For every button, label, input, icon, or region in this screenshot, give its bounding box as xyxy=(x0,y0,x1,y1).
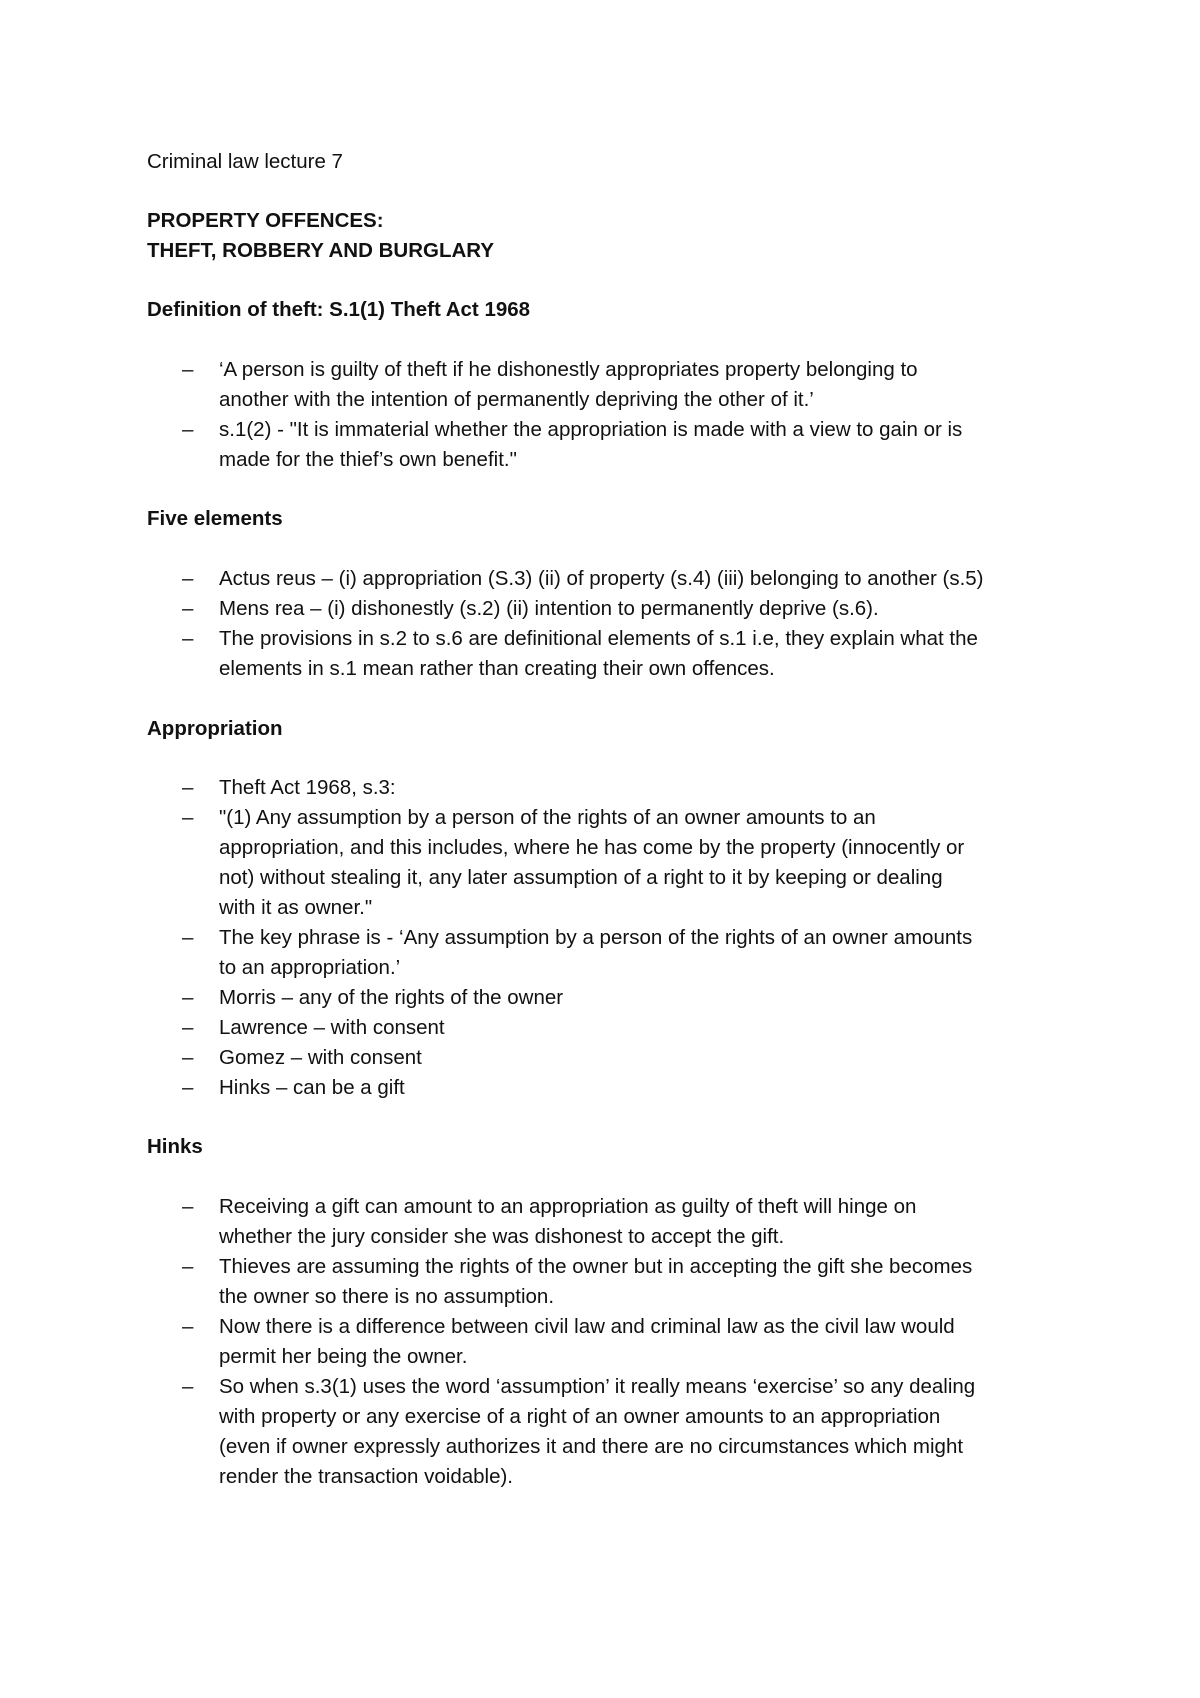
list-item-line: (even if owner expressly authorizes it and there are no circumstances which might xyxy=(219,1435,964,1458)
list-item-line: Theft Act 1968, s.3: xyxy=(219,776,396,799)
bullet-dash: – xyxy=(182,1195,194,1218)
list-item-line: Gomez – with consent xyxy=(219,1046,422,1069)
list-item-line: with property or any exercise of a right of an owner amounts to an appropriation xyxy=(219,1405,941,1428)
section-heading-definition: Definition of theft: S.1(1) Theft Act 1968 xyxy=(147,298,531,321)
bullet-dash: – xyxy=(182,1255,194,1278)
list-item-line: render the transaction voidable). xyxy=(219,1465,514,1488)
list-item-line: Thieves are assuming the rights of the owner but in accepting the gift she becomes xyxy=(219,1255,973,1278)
list-item-line: the owner so there is no assumption. xyxy=(219,1285,555,1308)
bullet-dash: – xyxy=(182,776,194,799)
list-item-line: The key phrase is - ‘Any assumption by a person of the rights of an owner amounts xyxy=(219,926,973,949)
bullet-dash: – xyxy=(182,806,194,829)
list-item-line: ‘A person is guilty of theft if he dishonestly appropriates property belonging to xyxy=(219,358,918,381)
list-item-line: to an appropriation.’ xyxy=(219,956,401,979)
bullet-dash: – xyxy=(182,926,194,949)
list-item-line: another with the intention of permanently depriving the other of it.’ xyxy=(219,388,814,411)
heading-property-offences: PROPERTY OFFENCES: xyxy=(147,209,384,232)
document-title: Criminal law lecture 7 xyxy=(147,150,343,173)
bullet-dash: – xyxy=(182,1375,194,1398)
list-item-line: Mens rea – (i) dishonestly (s.2) (ii) intention to permanently deprive (s.6). xyxy=(219,597,879,620)
list-item-line: So when s.3(1) uses the word ‘assumption’ it really means ‘exercise’ so any dealing xyxy=(219,1375,976,1398)
section-heading-hinks: Hinks xyxy=(147,1135,203,1158)
list-item-line: Lawrence – with consent xyxy=(219,1016,445,1039)
bullet-dash: – xyxy=(182,1046,194,1069)
list-item-line: s.1(2) - "It is immaterial whether the appropriation is made with a view to gain or is xyxy=(219,418,963,441)
section-heading-five-elements: Five elements xyxy=(147,507,283,530)
bullet-dash: – xyxy=(182,567,194,590)
list-item-line: made for the thief’s own benefit." xyxy=(219,448,517,471)
bullet-dash: – xyxy=(182,358,194,381)
list-item-line: appropriation, and this includes, where he has come by the property (innocently or xyxy=(219,836,965,859)
list-item-line: with it as owner." xyxy=(219,896,373,919)
list-item-line: Morris – any of the rights of the owner xyxy=(219,986,564,1009)
list-item-line: Hinks – can be a gift xyxy=(219,1076,405,1099)
section-heading-appropriation: Appropriation xyxy=(147,717,283,740)
bullet-dash: – xyxy=(182,627,194,650)
bullet-dash: – xyxy=(182,597,194,620)
heading-theft-robbery-burglary: THEFT, ROBBERY AND BURGLARY xyxy=(147,239,494,262)
list-item-line: Actus reus – (i) appropriation (S.3) (ii) of property (s.4) (iii) belonging to another (s.5) xyxy=(219,567,984,590)
bullet-dash: – xyxy=(182,1076,194,1099)
bullet-dash: – xyxy=(182,986,194,1009)
list-item-line: Now there is a difference between civil law and criminal law as the civil law would xyxy=(219,1315,955,1338)
bullet-dash: – xyxy=(182,418,194,441)
list-item-line: not) without stealing it, any later assumption of a right to it by keeping or dealing xyxy=(219,866,943,889)
list-item-line: Receiving a gift can amount to an appropriation as guilty of theft will hinge on xyxy=(219,1195,917,1218)
bullet-dash: – xyxy=(182,1315,194,1338)
list-item-line: "(1) Any assumption by a person of the rights of an owner amounts to an xyxy=(219,806,876,829)
list-item-line: permit her being the owner. xyxy=(219,1345,468,1368)
list-item-line: elements in s.1 mean rather than creating their own offences. xyxy=(219,657,775,680)
list-item-line: The provisions in s.2 to s.6 are definitional elements of s.1 i.e, they explain what the xyxy=(219,627,978,650)
list-item-line: whether the jury consider she was dishonest to accept the gift. xyxy=(219,1225,785,1248)
bullet-dash: – xyxy=(182,1016,194,1039)
